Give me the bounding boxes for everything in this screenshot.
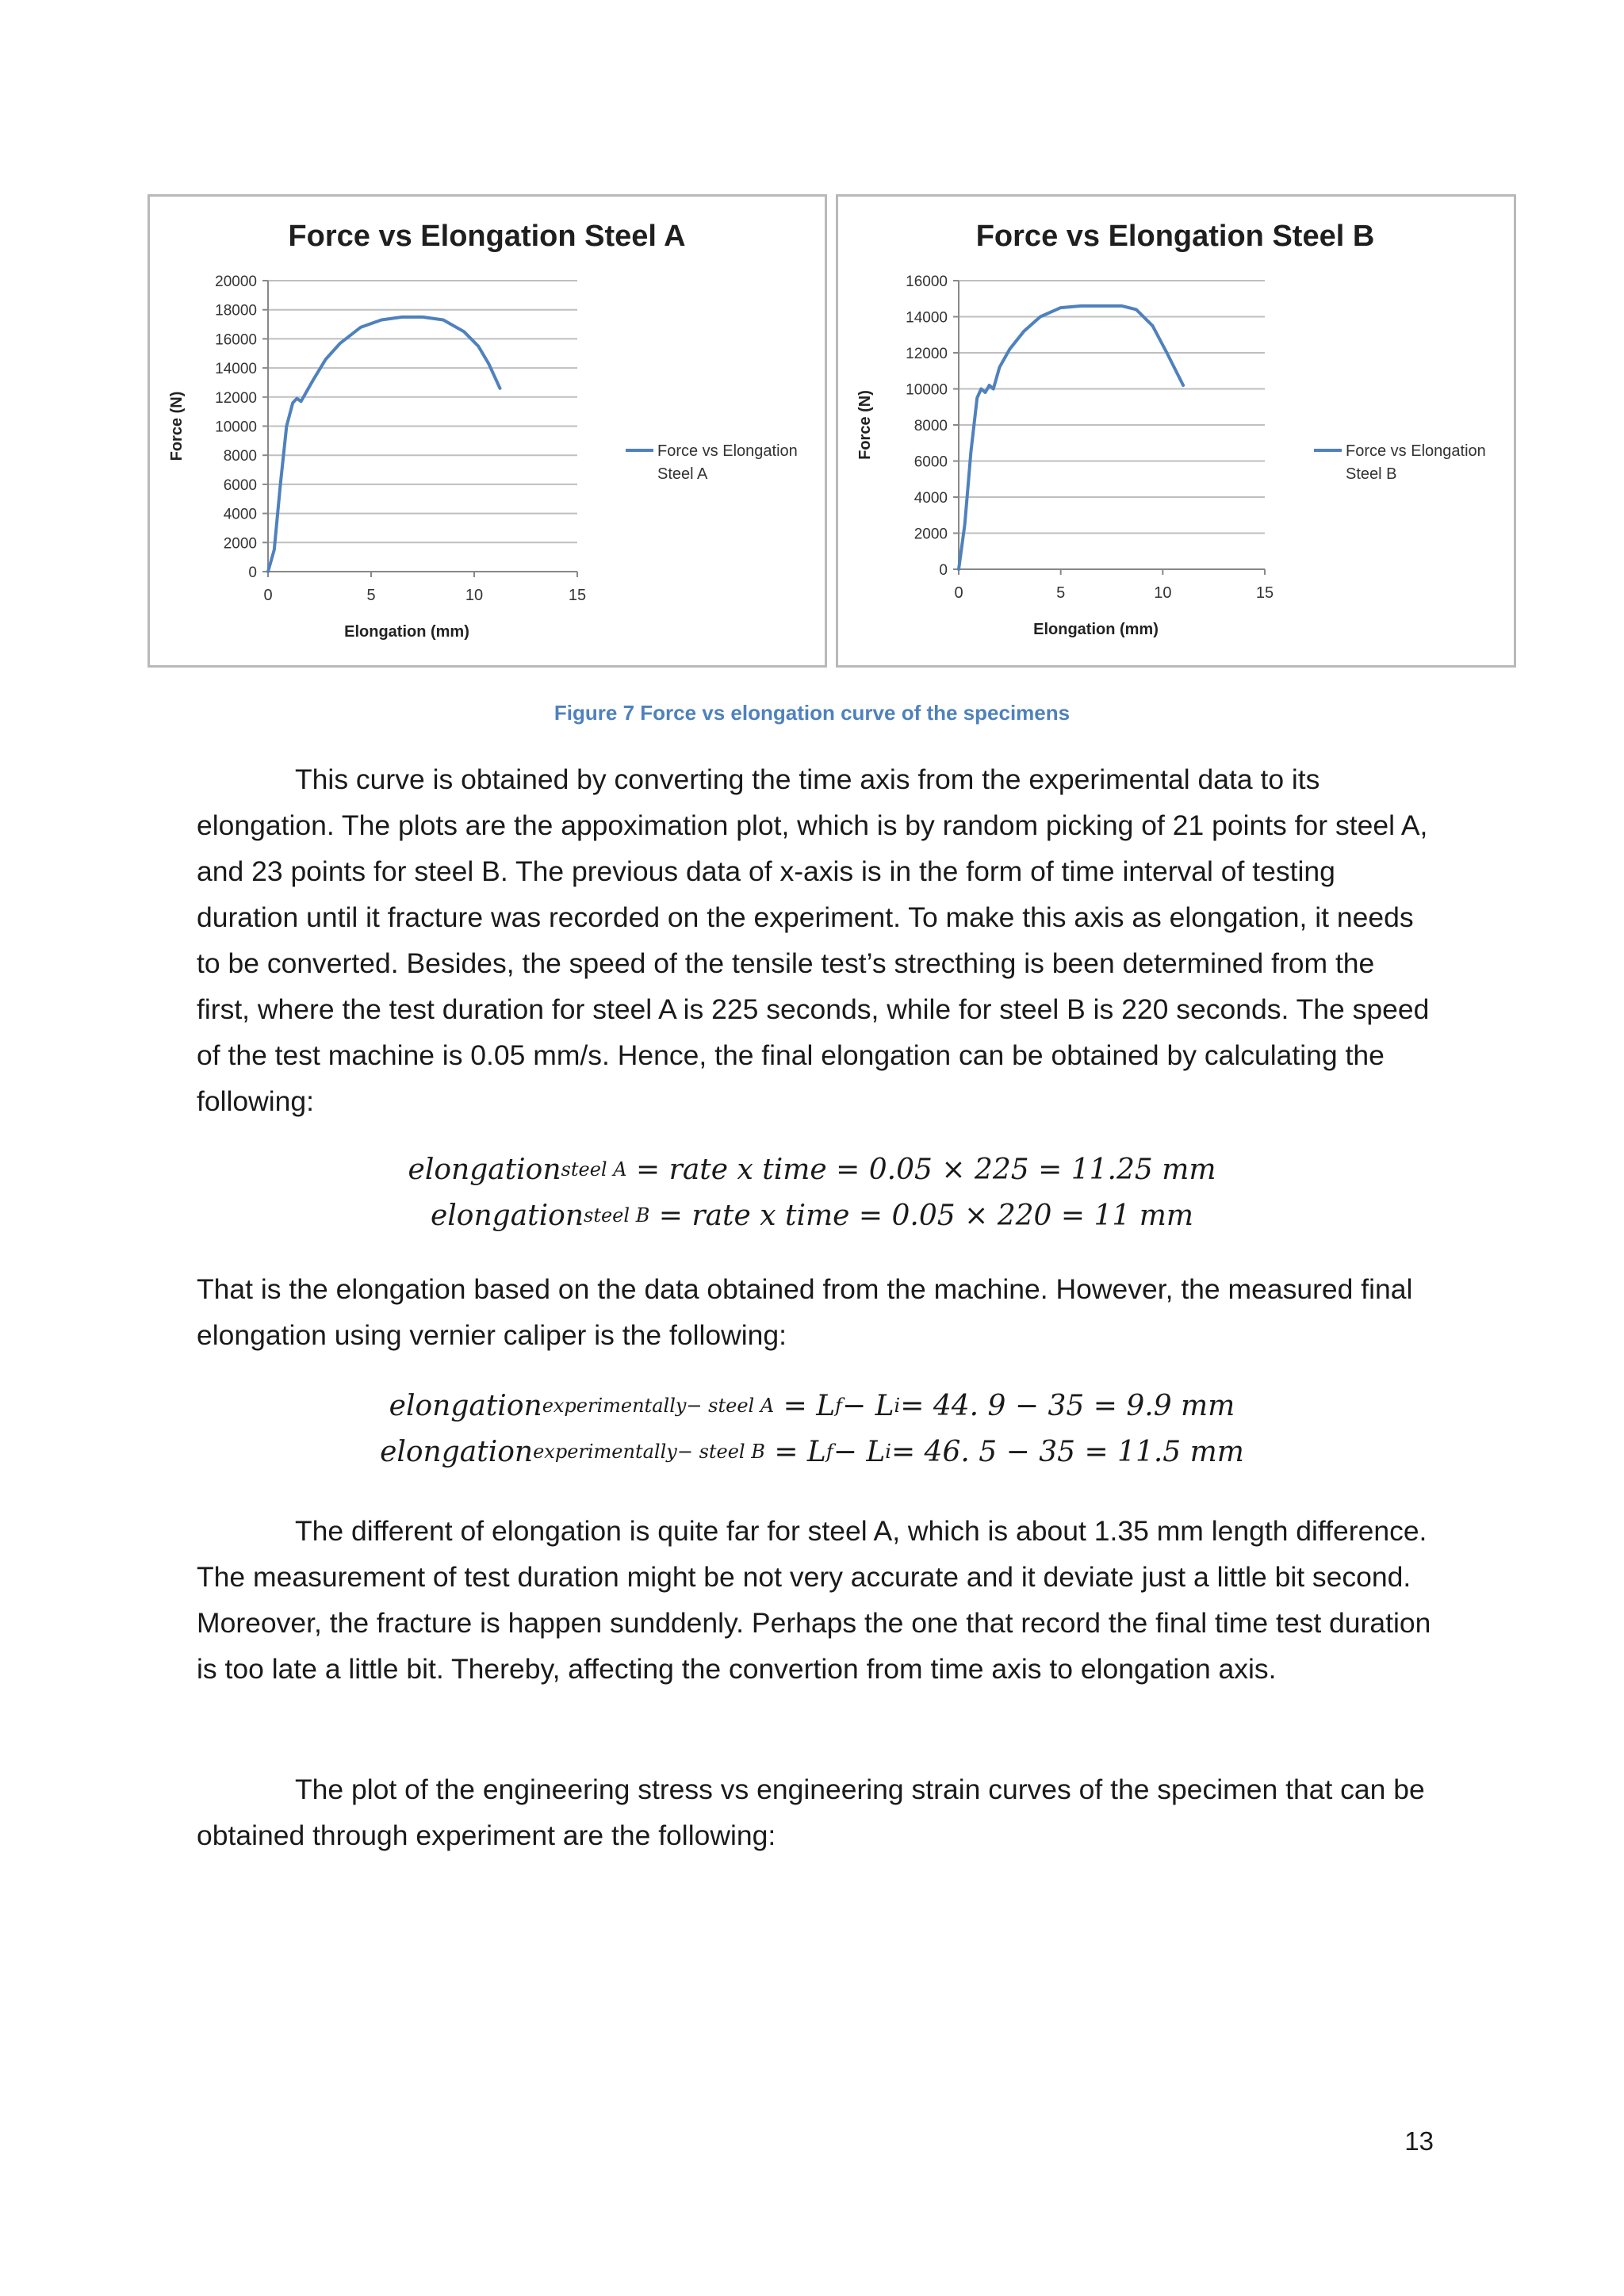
x-axis-label: Elongation (mm) bbox=[1033, 621, 1159, 638]
y-tick-label: 8000 bbox=[914, 418, 948, 434]
equation-subscript: experimentally− steel B bbox=[533, 1441, 765, 1463]
y-tick-label: 16000 bbox=[215, 331, 257, 349]
chart-force-elongation-steel-b bbox=[836, 194, 1516, 668]
page-number: 13 bbox=[1404, 2126, 1434, 2156]
chart-title: Force vs Elongation Steel B bbox=[975, 220, 1375, 253]
equation-rhs: = rate x time = 0.05 × 225 = 11.25 mm bbox=[636, 1153, 1216, 1186]
equation-rhs: − L bbox=[842, 1389, 894, 1422]
equation-block-1 bbox=[0, 1146, 1624, 1238]
legend-label: Force vs Elongation bbox=[657, 442, 798, 460]
y-tick-label: 14000 bbox=[906, 309, 948, 327]
y-tick-label: 16000 bbox=[906, 274, 948, 290]
chart-a-svg bbox=[150, 197, 825, 665]
y-tick-label: 6000 bbox=[223, 476, 257, 494]
x-axis-label: Elongation (mm) bbox=[344, 623, 469, 641]
x-tick-label: 5 bbox=[366, 587, 376, 604]
series-line bbox=[959, 306, 1183, 569]
y-tick-label: 20000 bbox=[215, 274, 257, 290]
chart-b-svg bbox=[838, 197, 1514, 665]
y-tick-label: 14000 bbox=[215, 361, 257, 378]
x-tick-label: 0 bbox=[263, 587, 273, 604]
equation-subscript: steel A bbox=[561, 1158, 627, 1181]
equation-subscript-i: i bbox=[885, 1441, 891, 1463]
legend-label: Steel B bbox=[1346, 465, 1397, 483]
x-tick-label: 10 bbox=[465, 587, 484, 604]
equation-subscript-f: f bbox=[835, 1395, 843, 1417]
y-tick-label: 8000 bbox=[223, 448, 257, 465]
equation-lhs: elongation bbox=[389, 1389, 542, 1422]
y-tick-label: 0 bbox=[939, 562, 948, 579]
x-tick-label: 5 bbox=[1056, 584, 1066, 602]
paragraph-4: The plot of the engineering stress vs engineering strain curves of the specimen that can be obtained through experiment are the following: bbox=[197, 1774, 1425, 1851]
y-tick-label: 12000 bbox=[215, 389, 257, 407]
series-line bbox=[268, 317, 500, 572]
equation-subscript: experimentally− steel A bbox=[542, 1395, 775, 1417]
y-tick-label: 18000 bbox=[215, 302, 257, 320]
y-axis-label: Force (N) bbox=[856, 390, 874, 460]
y-tick-label: 2000 bbox=[914, 526, 948, 543]
x-tick-label: 10 bbox=[1154, 584, 1172, 602]
y-tick-label: 10000 bbox=[215, 419, 257, 436]
y-tick-label: 4000 bbox=[914, 490, 948, 507]
y-tick-label: 0 bbox=[248, 564, 257, 581]
legend-label: Force vs Elongation bbox=[1346, 442, 1486, 460]
y-tick-label: 4000 bbox=[223, 506, 257, 523]
figure-caption: Figure 7 Force vs elongation curve of the specimens bbox=[553, 701, 1071, 725]
equation-rhs: = L bbox=[783, 1389, 836, 1422]
equation-lhs: elongation bbox=[408, 1153, 561, 1186]
equation-rhs: − L bbox=[833, 1435, 886, 1468]
y-tick-label: 12000 bbox=[906, 346, 948, 362]
chart-force-elongation-steel-a bbox=[147, 194, 827, 668]
y-tick-label: 10000 bbox=[906, 381, 948, 399]
paragraph-3: The different of elongation is quite far for steel A, which is about 1.35 mm length difference. The measurement of test duration might be not very accurate and it deviate just a little bit second. Moreover, the fracture is happen sunddenly. Perhaps the one that record the final time test duration is too late a little bit. Thereby, affecting the convertion from time axis to elongation axis. bbox=[197, 1515, 1431, 1685]
equation-rhs: = 46. 5 − 35 = 11.5 mm bbox=[891, 1435, 1244, 1468]
equation-subscript-i: i bbox=[894, 1395, 901, 1417]
paragraph-2: That is the elongation based on the data obtained from the machine. However, the measured final elongation using vernier caliper is the following: bbox=[197, 1273, 1413, 1351]
equation-elongation-steel-a bbox=[0, 1146, 1624, 1192]
x-tick-label: 0 bbox=[954, 584, 963, 602]
equation-rhs: = rate x time = 0.05 × 220 = 11 mm bbox=[658, 1199, 1193, 1232]
equation-subscript-f: f bbox=[825, 1441, 833, 1463]
equation-experimental-steel-a bbox=[0, 1383, 1624, 1429]
equation-block-2 bbox=[0, 1383, 1624, 1475]
y-axis-label: Force (N) bbox=[168, 391, 186, 461]
equation-lhs: elongation bbox=[380, 1435, 534, 1468]
chart-title: Force vs Elongation Steel A bbox=[288, 220, 686, 253]
equation-rhs: = L bbox=[774, 1435, 826, 1468]
equation-elongation-steel-b bbox=[0, 1192, 1624, 1238]
equation-subscript: steel B bbox=[584, 1204, 650, 1226]
y-tick-label: 6000 bbox=[914, 453, 948, 471]
y-tick-label: 2000 bbox=[223, 535, 257, 553]
equation-experimental-steel-b bbox=[0, 1429, 1624, 1475]
x-tick-label: 15 bbox=[568, 587, 587, 604]
equation-rhs: = 44. 9 − 35 = 9.9 mm bbox=[900, 1389, 1235, 1422]
equation-lhs: elongation bbox=[430, 1199, 584, 1232]
paragraph-1: This curve is obtained by converting the time axis from the experimental data to its elongation. The plots are the appoximation plot, which is by random picking of 21 points for steel A, and 23 points for steel B. The previous data of x-axis is in the form of time interval of testing duration until it fracture was recorded on the experiment. To make this axis as elongation, it needs to be converted. Besides, the speed of the tensile test’s strecthing is been determined from the first, where the test duration for steel A is 225 seconds, while for steel B is 220 seconds. The speed of the test machine is 0.05 mm/s. Hence, the final elongation can be obtained by calculating the following: bbox=[197, 763, 1430, 1117]
x-tick-label: 15 bbox=[1255, 584, 1274, 602]
legend-label: Steel A bbox=[657, 465, 708, 483]
